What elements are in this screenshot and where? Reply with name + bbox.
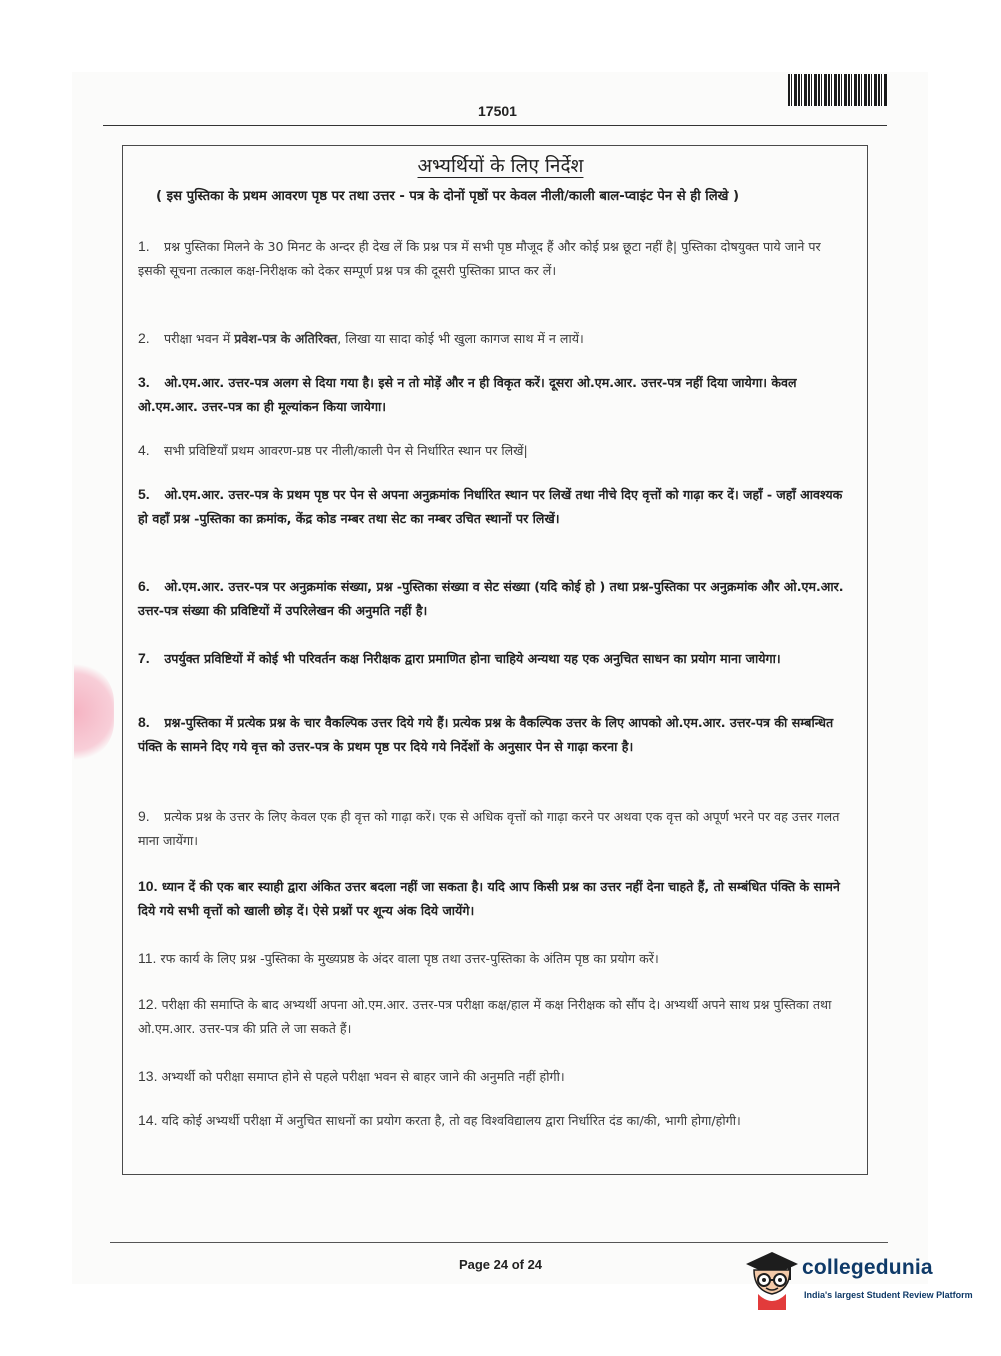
instruction-text: प्रश्न-पुस्तिका में प्रत्येक प्रश्न के चार वैकल्पिक उत्तर दिये गये हैं। प्रत्येक प्रश्न के वैकल्पिक उत्तर के लिए आपको ओ.एम.आर. उत्तर-पत्र की सम्बन्धित पंक्ति के सामने दिए गये वृत्त को उत्तर-पत्र के प्रथम पृष्ठ पर दिये गये निर्देशों के अनुसार पेन से गाढ़ा करना है। (138, 715, 834, 754)
instruction-text-emphasis: प्रवेश-पत्र के अतिरिक्त (234, 331, 338, 346)
footer-divider (110, 1242, 888, 1243)
instruction-item (138, 710, 850, 759)
instruction-number: 11. (138, 950, 157, 966)
instruction-item (138, 234, 850, 283)
instructions-title-text: अभ्यर्थियों के लिए निर्देश (417, 155, 584, 177)
instruction-item (138, 874, 850, 923)
instruction-item (138, 1064, 850, 1089)
instruction-item (138, 646, 850, 671)
instruction-item (138, 438, 850, 463)
instruction-number: 8. (138, 714, 150, 730)
logo-tagline: India's largest Student Review Platform (804, 1290, 973, 1300)
instruction-item (138, 1108, 850, 1133)
instruction-number: 9. (138, 808, 150, 824)
instruction-text: यदि कोई अभ्यर्थी परीक्षा में अनुचित साधनों का प्रयोग करता है, तो वह विश्वविद्यालय द्वारा निर्धारित दंड का/की, भागी होगा/होगी। (161, 1113, 741, 1128)
instruction-text: अभ्यर्थी को परीक्षा समाप्त होने से पहले परीक्षा भवन से बाहर जाने की अनुमति नहीं होगी। (161, 1069, 565, 1084)
instruction-number: 1. (138, 238, 150, 254)
instruction-number: 14. (138, 1112, 158, 1128)
instruction-item (138, 482, 850, 531)
instruction-item (138, 574, 850, 623)
graduation-cap-mascot-icon (744, 1250, 800, 1312)
document-code: 17501 (478, 103, 517, 119)
instruction-text: परीक्षा की समाप्ति के बाद अभ्यर्थी अपना ओ.एम.आर. उत्तर-पत्र परीक्षा कक्ष/हाल में कक्ष निरीक्षक को सौंप दे। अभ्यर्थी अपने साथ प्रश्न पुस्तिका तथा ओ.एम.आर. उत्तर-पत्र की प्रति ले जा सकते हैं। (138, 997, 832, 1036)
instruction-text: उपर्युक्त प्रविष्टियों में कोई भी परिवर्तन कक्ष निरीक्षक द्वारा प्रमाणित होना चाहिये अन्यथा यह एक अनुचित साधन का प्रयोग माना जायेगा। (164, 651, 781, 666)
instruction-text: प्रश्न पुस्तिका मिलने के 30 मिनट के अन्दर ही देख लें कि प्रश्न पत्र में सभी पृष्ठ मौजूद हैं और कोई प्रश्न छूटा नहीं है| पुस्तिका दोषयुक्त पाये जाने पर इसकी सूचना तत्काल कक्ष-निरीक्षक को देकर सम्पूर्ण प्रश्न पत्र की दूसरी पुस्तिका प्राप्त कर लें। (138, 239, 821, 278)
instruction-text: ध्यान दें की एक बार स्याही द्वारा अंकित उत्तर बदला नहीं जा सकता है। यदि आप किसी प्रश्न का उत्तर नहीं देना चाहते हैं, तो सम्बंधित पंक्ति के सामने दिये गये सभी वृत्तों को खाली छोड़ दें। ऐसे प्रश्नों पर शून्य अंक दिये जायेंगे। (138, 879, 840, 918)
instruction-text-part: , लिखा या सादा कोई भी खुला कागज साथ में न लायें। (337, 331, 584, 346)
instructions-title (0, 152, 1001, 178)
instruction-number: 6. (138, 578, 150, 594)
instruction-text: ओ.एम.आर. उत्तर-पत्र अलग से दिया गया है। इसे न तो मोड़ें और न ही विकृत करें। दूसरा ओ.एम.आर. उत्तर-पत्र नहीं दिया जायेगा। केवल ओ.एम.आर. उत्तर-पत्र का ही मूल्यांकन किया जायेगा। (138, 375, 797, 414)
instruction-number: 13. (138, 1068, 158, 1084)
instruction-item (138, 946, 850, 971)
instruction-text: सभी प्रविष्टियाँ प्रथम आवरण-प्रष्ठ पर नीली/काली पेन से निर्धारित स्थान पर लिखें| (164, 443, 528, 458)
logo-name: collegedunia (802, 1256, 933, 1279)
instruction-text: प्रत्येक प्रश्न के उत्तर के लिए केवल एक ही वृत्त को गाढ़ा करें। एक से अधिक वृत्तों को गाढ़ा करने पर अथवा एक वृत्त को अपूर्ण भरने पर वह उत्तर गलत माना जायेंगा। (138, 809, 840, 848)
barcode-icon (788, 74, 888, 106)
instruction-number: 3. (138, 374, 150, 390)
collegedunia-logo (744, 1250, 974, 1312)
instruction-item (138, 370, 850, 419)
instruction-item (138, 992, 850, 1041)
instruction-number: 4. (138, 442, 150, 458)
instruction-number: 12. (138, 996, 158, 1012)
instruction-item (138, 326, 850, 351)
instruction-number: 2. (138, 330, 150, 346)
instruction-text (164, 331, 584, 346)
instruction-text-part: परीक्षा भवन में (164, 331, 235, 346)
instruction-number: 5. (138, 486, 150, 502)
instruction-text: रफ कार्य के लिए प्रश्न -पुस्तिका के मुख्यप्रष्ठ के अंदर वाला पृष्ठ तथा उत्तर-पुस्तिका के अंतिम पृष्ठ का प्रयोग करें। (160, 951, 659, 966)
instruction-number: 10. (138, 878, 158, 894)
instruction-item (138, 804, 850, 853)
instruction-text: ओ.एम.आर. उत्तर-पत्र पर अनुक्रमांक संख्या, प्रश्न -पुस्तिका संख्या व सेट संख्या (यदि कोई हो ) तथा प्रश्न-पुस्तिका पर अनुक्रमांक और ओ.एम.आर. उत्तर-पत्र संख्या की प्रविष्टियों में उपरिलेखन की अनुमति नहीं है। (138, 579, 844, 618)
page-number: Page 24 of 24 (458, 1257, 543, 1272)
instructions-subtitle: ( इस पुस्तिका के प्रथम आवरण पृष्ठ पर तथा उत्तर - पत्र के दोनों पृष्ठों पर केवल नीली/काली बाल-प्वाइंट पेन से ही लिखे ) (156, 189, 740, 204)
header-divider (103, 125, 887, 126)
instruction-number: 7. (138, 650, 150, 666)
instruction-text: ओ.एम.आर. उत्तर-पत्र के प्रथम पृष्ठ पर पेन से अपना अनुक्रमांक निर्धारित स्थान पर लिखें तथा नीचे दिए वृत्तों को गाढ़ा कर दें। जहाँ - जहाँ आवश्यक हो वहाँ प्रश्न -पुस्तिका का क्रमांक, केंद्र कोड नम्बर तथा सेट का नम्बर उचित स्थानों पर लिखें। (138, 487, 843, 526)
